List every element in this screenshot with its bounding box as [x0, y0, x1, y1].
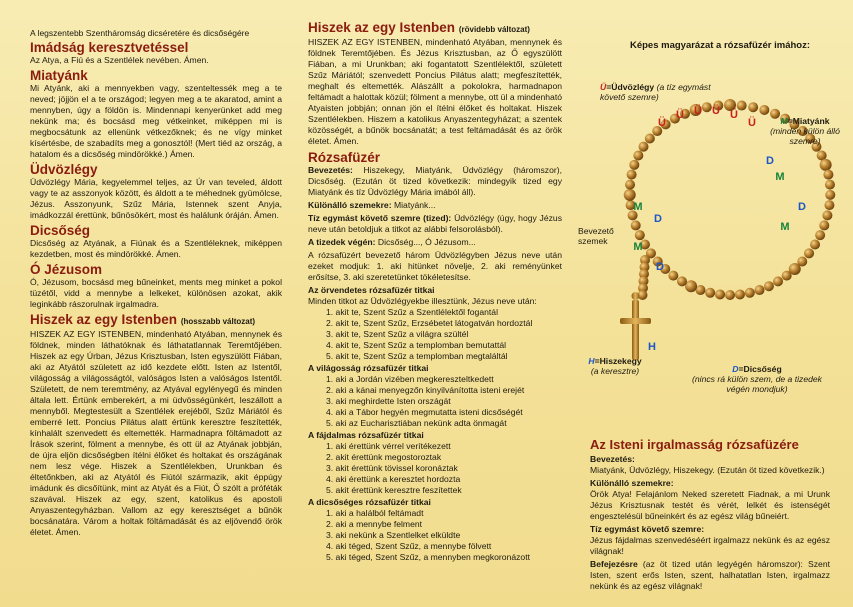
mystery-item: 3. akit érettünk tövissel koronáztak — [326, 463, 458, 473]
bead-letter: D — [798, 201, 806, 213]
mystery-title: Az örvendetes rózsafüzér titkai — [308, 285, 435, 295]
mystery-title: A fájdalmas rózsafüzér titkai — [308, 430, 424, 440]
section-text: Dicsőség az Atyának, a Fiúnak és a Szentléleknek, miképpen kezdetben, most és mindörökké. Ámen. — [30, 238, 282, 259]
rosary-decade — [308, 213, 562, 235]
m-legend: =Miatyánk — [787, 116, 830, 126]
label: A tizedek végén: — [308, 237, 376, 247]
rosary-bead — [645, 133, 655, 143]
rosary-title: Rózsafüzér — [308, 150, 381, 165]
rosary-bead — [819, 220, 829, 230]
crucifix — [620, 292, 651, 360]
u-legend: =Üdvözlégy — [606, 82, 655, 92]
rosary-bead — [823, 170, 833, 180]
rosary-bead — [825, 190, 835, 200]
rosary-bead — [755, 285, 765, 295]
mystery-item: 5. akit te, Szent Szűz a templomban megtaláltál — [326, 351, 508, 361]
bead-letter: M — [633, 241, 643, 253]
section-title: Üdvözlégy — [30, 162, 98, 177]
diagram-title: Képes magyarázat a rózsafüzér imához: — [629, 40, 811, 51]
dm-separate-text: Örök Atya! Felajánlom Neked szeretett Fiadnak, a mi Urunk Jézus Krisztusnak testét és vérét, lelkét és istenségét engesztelésül bűneinkért és az egész világ bűneiért. — [590, 489, 830, 521]
rosary-bead — [735, 289, 745, 299]
dm-end — [590, 559, 830, 592]
d-legend: =Dicsőség — [738, 364, 782, 374]
mysteries-luminous — [308, 363, 562, 429]
credo-long-title: Hiszek az egy Istenben — [30, 312, 178, 327]
mystery-item: 5. akit érettünk keresztre feszítettek — [326, 485, 462, 495]
h-letter: H — [588, 356, 595, 366]
m-letter: M — [780, 116, 788, 126]
credo-short-text: HISZEK AZ EGY ISTENBEN, mindenható Atyában, mennynek és földnek Teremtőjében. És Jézus Krisztusban, az Ő egyszülött Fiában, a mi Urunkban; aki fogantatott Szentlélektől, született Szűz Máriától; szenvedett Poncius Pilátus alatt; megfeszítették, meghalt és eltemették. Alászállt a pokolokra, harmadnapon feltámadt a halottak közül; fölment a mennybe, ott ül a mindenható Atyaisten jobbján; onnan jön el ítélni élőket és holtakat. Hiszek Szentlélekben. Hiszem a katolikus Anyaszentegyházat; a szentek közösségét, a bűnök bocsánatát; a test feltámadását és az örök életet. Ámen. — [308, 37, 562, 146]
bead-letter: Ü — [676, 109, 684, 121]
bead-letter: D — [766, 155, 774, 167]
rosary-bead — [748, 102, 758, 112]
mystery-item: 1. aki a Jordán vizében megkereszteltkedett — [326, 374, 494, 384]
bead-letter: H — [648, 341, 656, 353]
mysteries-joyful — [308, 285, 562, 362]
label: Tíz egymást követő szemre (tized): — [308, 213, 452, 223]
d-note: (nincs rá külön szem, de a tizedek végén mondjuk) — [692, 374, 822, 394]
u-note: (a tíz egymást követő szemre) — [600, 82, 711, 102]
bead-letter: D — [656, 261, 664, 273]
legend-d — [692, 364, 822, 394]
mystery-item: 2. akit érettünk megostoroztak — [326, 452, 442, 462]
bead-letter: M — [780, 221, 790, 233]
rosary-bead — [825, 180, 835, 190]
rosary-bead — [635, 230, 645, 240]
rosary-bead — [824, 200, 834, 210]
bead-letter: Ü — [694, 105, 702, 117]
mystery-item: 3. aki meghirdette Isten országát — [326, 396, 451, 406]
bevezeto-label: Bevezető szemek — [578, 226, 614, 246]
mystery-item: 1. aki a halálból feltámadt — [326, 508, 424, 518]
credo-short-subtitle: (rövidebb változat) — [458, 25, 530, 34]
mystery-item: 5. aki az Eucharisztiában nekünk adta önmagát — [326, 418, 507, 428]
section-text: Az Atya, a Fiú és a Szentlélek nevében. Ámen. — [30, 55, 209, 65]
rosary-bead — [627, 170, 637, 180]
column-middle — [308, 20, 562, 564]
rosary-bead — [725, 290, 735, 300]
text: Hiszekegy, Miatyánk, Üdvözlégy (háromszor), Dicsőség. (Ezután öt tized következik: mindegyik tized egy Miatyánk és tíz Üdvözlégy Mária imából áll). — [308, 165, 562, 197]
rosary-bead — [639, 142, 649, 152]
rosary-bead — [773, 276, 783, 286]
rosary-bead — [759, 105, 769, 115]
rosary-bead — [677, 276, 687, 286]
mystery-item: 1. aki érettünk vérrel verítékezett — [326, 441, 451, 451]
dm-separate-label: Különálló szemekre: — [590, 478, 674, 488]
bead-letter: Ü — [712, 105, 720, 117]
mystery-lead: Minden titkot az Üdvözlégyekbe illesztünk, Jézus neve után: — [308, 296, 537, 306]
text: Miatyánk... — [393, 200, 436, 210]
legend-u — [600, 82, 730, 102]
text: Üdvözlégy (úgy, hogy Jézus neve után betoldjuk a titkot az alábbi felsorolásból). — [308, 213, 562, 234]
section-text: Üdvözlégy Mária, kegyelemmel teljes, az Úr van teveled, áldott vagy te az asszonyok között, és áldott a te méhednek gyümölcse, Jézus. Asszonyunk, Szűz Mária, Istennek szent Anyja, imádkozzál érettünk, bűnösökért, most és halálunk óráján. Ámen. — [30, 177, 282, 220]
section-dicsoseg — [30, 223, 282, 260]
section-title: Imádság keresztvetéssel — [30, 40, 189, 55]
rosary-bead — [631, 220, 641, 230]
mystery-title: A világosság rózsafüzér titkai — [308, 363, 429, 373]
dm-intro-label: Bevezetés: — [590, 454, 635, 464]
rosary-explain: A rózsafüzért bevezető három Üdvözlégyben Jézus neve után ezeket modjuk: 1. aki hitünket növelje, 2. aki reményünket erősítse, 3. aki szeretetünket tökéletesítse. — [308, 250, 562, 282]
mystery-item: 2. aki a kánai menyegzőn kinyilvánította isteni erejét — [326, 385, 525, 395]
section-o-jezusom — [30, 262, 282, 310]
text: Dicsőség..., Ó Jézusom... — [377, 237, 476, 247]
mystery-item: 3. aki nekünk a Szentlelket elküldte — [326, 530, 461, 540]
rosary-intro — [308, 165, 562, 198]
dm-intro-text: Miatyánk, Üdvözlégy, Hiszekegy. (Ezután öt tized következik.) — [590, 465, 825, 475]
dm-end-text: (az öt tized után legyégén háromszor): Szent Isten, szent erős Isten, szent, halhatatlan Isten, irgalmazz nekünk és az egész világnak! — [590, 559, 830, 591]
legend-m — [760, 116, 850, 146]
section-title: Miatyánk — [30, 68, 88, 83]
mystery-item: 2. aki a mennybe felment — [326, 519, 423, 529]
dm-end-label: Befejezésre — [590, 559, 638, 569]
label: Bevezetés: — [308, 165, 353, 175]
mysteries-sorrowful — [308, 430, 562, 496]
rosary-bead — [745, 288, 755, 298]
bead-letter: M — [633, 201, 643, 213]
mystery-item: 4. aki a Tábor hegyén megmutatta isteni dicsőségét — [326, 407, 523, 417]
rosary-bead — [625, 180, 635, 190]
mystery-item: 2. akit te, Szent Szűz, Erzsébetet látogatván hordoztál — [326, 318, 533, 328]
credo-short-title: Hiszek az egy Istenben — [308, 20, 456, 35]
bead-letter: Ü — [658, 117, 666, 129]
rosary-bead — [624, 189, 636, 201]
section-text: Mi Atyánk, aki a mennyekben vagy, szenteltessék meg a te neved; jöjjön el a te országod; legyen meg a te akaratod, amint a mennyben, úgy a földön is. Mindennapi kenyerünket add meg nekünk ma; és bocsásd meg vétkeinket, miképpen mi is megbocsátunk az ellenünk vétkezőknek; és ne vígy minket kísértésbe, de szabadíts meg a gonosztól! (Mert tiéd az ország, a hatalom és a dicsőség mindörökké.) Ámen. — [30, 83, 282, 159]
mystery-item: 4. aki érettünk a keresztet hordozta — [326, 474, 461, 484]
section-title — [30, 312, 282, 329]
rosary-separate — [308, 200, 562, 211]
label: Különálló szemekre: — [308, 200, 392, 210]
rosary-bead — [810, 239, 820, 249]
mystery-item: 4. akit te, Szent Szűz a templomban bemutattál — [326, 340, 507, 350]
section-keresztvetes — [30, 40, 282, 66]
rosary-bead — [629, 160, 639, 170]
rosary-bead — [702, 102, 712, 112]
legend-bevezeto — [578, 226, 623, 246]
column-left — [30, 28, 282, 540]
rosary-bead — [804, 248, 814, 258]
credo-long-subtitle: (hosszabb változat) — [180, 317, 256, 326]
dm-decade-text: Jézus fájdalmas szenvedéséért irgalmazz nekünk és az egész világnak! — [590, 535, 830, 556]
intro-text: A legszentebb Szentháromság dicséretére és dicsőségére — [30, 28, 250, 38]
bead-letter: Ü — [730, 109, 738, 121]
section-text: Ó, Jézusom, bocsásd meg bűneinket, ments meg minket a pokol tüzétől, vidd a mennybe a lelkeket, különösen azokat, akik leginkább rászorulnak irgalmadra. — [30, 277, 282, 309]
rosary-bead — [782, 271, 792, 281]
mystery-item: 4. aki téged, Szent Szűz, a mennybe fölvett — [326, 541, 492, 551]
mystery-title: A dicsőséges rózsafüzér titkai — [308, 497, 431, 507]
section-miatyank — [30, 68, 282, 160]
mystery-item: 3. akit te, Szent Szűz a világra szültél — [326, 329, 469, 339]
rosary-bead — [764, 281, 774, 291]
mystery-item: 1. akit te, Szent Szűz a Szentlélektől fogantál — [326, 307, 498, 317]
m-note: (minden külön álló szemre) — [770, 126, 840, 146]
section-credo-long — [30, 312, 282, 538]
h-note: (a keresztre) — [590, 366, 640, 376]
rosary-bead — [822, 210, 832, 220]
rosary-bead — [815, 230, 825, 240]
bead-letter: M — [775, 171, 785, 183]
h-legend: =Hiszekegy — [594, 356, 642, 366]
mysteries-glorious — [308, 497, 562, 563]
rosary-bead — [820, 159, 832, 171]
dm-decade-label: Tíz egymást követő szemre: — [590, 524, 705, 534]
rosary-bead — [633, 151, 643, 161]
u-letter: Ü — [600, 82, 607, 92]
legend-h — [575, 356, 655, 376]
section-udvozlegy — [30, 162, 282, 221]
rosary-bead — [705, 288, 715, 298]
bead-letter: Ü — [748, 117, 756, 129]
divine-mercy-title: Az Isteni irgalmasság rózsafüzére — [590, 437, 799, 452]
section-title: Dicsőség — [30, 223, 91, 238]
mystery-item: 5. aki téged, Szent Szűz, a mennyben megkoronázott — [326, 552, 530, 562]
bead-letter: D — [654, 213, 662, 225]
divine-mercy-section — [590, 437, 830, 594]
rosary-bead — [715, 289, 725, 299]
rosary-decade-end — [308, 237, 562, 248]
d-letter: D — [732, 364, 739, 374]
section-text: HISZEK AZ EGY ISTENBEN, mindenható Atyában, mennynek és földnek, minden láthatóknak és láthatatlannak Teremtőjében. Hiszek az egy Úrban, Jézus Krisztusban, Isten egyszülött Fiában, aki az Atyától született az idő kezdete előtt. Isten az Istentől, világosság a világosságtól, valóságos Isten a valóságos Istentől. Született, de nem teremtmény, az Atyával egylényegű és minden általa lett. Értünk emberekért, a mi üdvösségünkért, leszállott a mennyből. Megtestesült a Szentlélek erejéből, Szűz Máriától és emberré lett. Poncius Pilátus alatt értünk keresztre feszítették, kínhalált szenvedett és eltemették. Harmadnapra föltámadott az Írások szerint, fölment a mennybe, és ott ül az Atyának jobbján, de újra eljön dicsőségben ítélni élőket és holtakat és országának nem lesz vége. Hiszek a Szentlélekben, Urunkban és éltetőnkben, aki az Atyától és Fiútól származik, akit éppúgy imádunk és dicsőítünk, mint az Atyát és a Fiút, Ő szólt a próféták szavával. Hiszek az egy, szent, katolikus és apostoli Anyaszentegyházban. Vallom az egy keresztséget a bűnök bocsánatára. Várom a holtak föltámadását és az eljövendő örök életet. Ámen. — [30, 329, 282, 537]
credo-short-heading — [308, 20, 562, 37]
rosary-bead — [737, 101, 747, 111]
rosary-bead — [668, 271, 678, 281]
section-title: Ó Jézusom — [30, 262, 103, 277]
